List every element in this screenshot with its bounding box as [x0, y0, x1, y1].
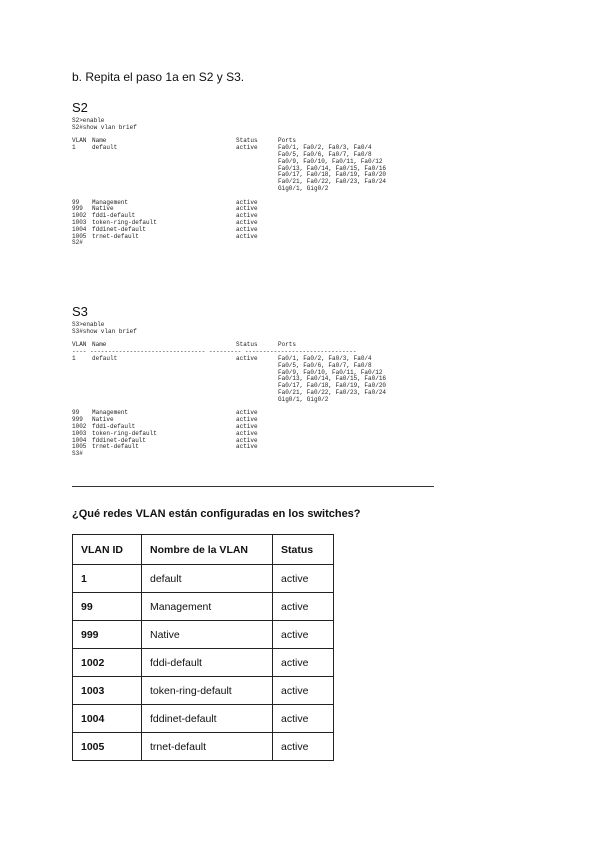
vlan-id: 1005: [72, 443, 87, 451]
cell-status: active: [273, 649, 334, 677]
vlan-id: 1: [72, 144, 76, 152]
vlan-status: active: [236, 422, 258, 430]
vlan-id: 1002: [72, 212, 87, 220]
port-line: Gig0/1, Gig0/2: [278, 395, 329, 403]
command-line: S2#show vlan brief: [72, 123, 137, 131]
vlan-ports: [278, 356, 386, 404]
col-ports: Ports: [278, 137, 297, 145]
table-row: [73, 733, 334, 761]
terminal-row: [72, 145, 434, 193]
header-status: Status: [273, 535, 334, 565]
terminal-separator: ---- -------------------------------- --------- -------------------------------: [72, 348, 357, 356]
vlan-status: active: [236, 205, 258, 213]
cell-vlan-name: Management: [142, 593, 273, 621]
vlan-name: trnet-default: [92, 232, 139, 240]
vlan-name: fddinet-default: [92, 436, 147, 444]
vlan-id: 1003: [72, 429, 87, 437]
terminal-prompt: S2#: [72, 239, 83, 247]
vlan-name: default: [92, 354, 118, 362]
vlan-status: active: [236, 416, 258, 424]
vlan-name: fddi-default: [92, 422, 136, 430]
table-row: [73, 565, 334, 593]
cell-vlan-name: default: [142, 565, 273, 593]
command-line: S2>enable: [72, 117, 105, 124]
terminal-row: [72, 444, 434, 451]
cell-status: active: [273, 565, 334, 593]
cell-vlan-name: Native: [142, 621, 273, 649]
vlan-status: active: [236, 232, 258, 240]
vlan-id: 1003: [72, 218, 87, 226]
vlan-name: trnet-default: [92, 443, 139, 451]
vlan-status: active: [236, 409, 258, 417]
port-line: Fa0/1, Fa0/2, Fa0/3, Fa0/4: [278, 144, 372, 152]
port-line: Fa0/17, Fa0/18, Fa0/19, Fa0/20: [278, 171, 387, 179]
vlan-ports: [278, 145, 386, 193]
port-line: Fa0/9, Fa0/10, Fa0/11, Fa0/12: [278, 368, 383, 376]
cell-status: active: [273, 677, 334, 705]
section-divider: [72, 486, 434, 487]
cell-vlan-id: 1002: [73, 649, 142, 677]
vlan-status: active: [236, 429, 258, 437]
vlan-status: active: [236, 198, 258, 206]
port-line: Fa0/1, Fa0/2, Fa0/3, Fa0/4: [278, 354, 372, 362]
s2-title: S2: [72, 100, 88, 115]
terminal-prompt: S3#: [72, 450, 83, 458]
cell-vlan-id: 99: [73, 593, 142, 621]
port-line: Fa0/13, Fa0/14, Fa0/15, Fa0/16: [278, 375, 387, 383]
cell-vlan-name: fddi-default: [142, 649, 273, 677]
table-row: [73, 677, 334, 705]
port-line: Gig0/1, Gig0/2: [278, 184, 329, 192]
vlan-id: 1005: [72, 232, 87, 240]
vlan-name: token-ring-default: [92, 429, 157, 437]
col-vlan: VLAN: [72, 341, 87, 349]
vlan-status: active: [236, 218, 258, 226]
cell-vlan-id: 1004: [73, 705, 142, 733]
terminal-row: [72, 234, 434, 241]
header-vlan-name: Nombre de la VLAN: [142, 535, 273, 565]
cell-vlan-name: fddinet-default: [142, 705, 273, 733]
col-ports: Ports: [278, 341, 297, 349]
cell-status: active: [273, 621, 334, 649]
vlan-id: 1004: [72, 436, 87, 444]
vlan-id: 99: [72, 198, 80, 206]
s3-terminal-output: [72, 322, 434, 458]
port-line: Fa0/13, Fa0/14, Fa0/15, Fa0/16: [278, 164, 387, 172]
cell-vlan-id: 1003: [73, 677, 142, 705]
port-line: Fa0/5, Fa0/6, Fa0/7, Fa0/8: [278, 361, 372, 369]
table-header-row: [73, 535, 334, 565]
vlan-name: Native: [92, 416, 114, 424]
vlan-status: active: [236, 354, 258, 362]
vlan-status: active: [236, 225, 258, 233]
cell-vlan-name: token-ring-default: [142, 677, 273, 705]
col-vlan: VLAN: [72, 137, 87, 145]
vlan-name: Native: [92, 205, 114, 213]
cell-status: active: [273, 593, 334, 621]
col-status: Status: [236, 341, 258, 349]
vlan-status: active: [236, 212, 258, 220]
col-status: Status: [236, 137, 258, 145]
col-name: Name: [92, 341, 107, 349]
vlan-id: 99: [72, 409, 80, 417]
vlan-id: 999: [72, 416, 83, 424]
command-line: S3>enable: [72, 321, 105, 328]
vlan-name: Management: [92, 409, 129, 417]
cell-status: active: [273, 705, 334, 733]
vlan-status: active: [236, 443, 258, 451]
s2-terminal-output: [72, 118, 434, 247]
port-line: Fa0/21, Fa0/22, Fa0/23, Fa0/24: [278, 178, 387, 186]
question: ¿Qué redes VLAN están configuradas en los switches?: [72, 508, 361, 520]
vlan-name: fddi-default: [92, 212, 136, 220]
cell-vlan-id: 1: [73, 565, 142, 593]
cell-vlan-name: trnet-default: [142, 733, 273, 761]
vlan-status: active: [236, 144, 258, 152]
port-line: Fa0/5, Fa0/6, Fa0/7, Fa0/8: [278, 150, 372, 158]
vlan-id: 1004: [72, 225, 87, 233]
vlan-table: [72, 534, 334, 761]
table-row: [73, 705, 334, 733]
cell-vlan-id: 1005: [73, 733, 142, 761]
vlan-id: 999: [72, 205, 83, 213]
cell-vlan-id: 999: [73, 621, 142, 649]
table-row: [73, 621, 334, 649]
port-line: Fa0/9, Fa0/10, Fa0/11, Fa0/12: [278, 157, 383, 165]
table-row: [73, 649, 334, 677]
header-vlan-id: VLAN ID: [73, 535, 142, 565]
terminal-row: [72, 356, 434, 404]
port-line: Fa0/17, Fa0/18, Fa0/19, Fa0/20: [278, 382, 387, 390]
table-row: [73, 593, 334, 621]
vlan-status: active: [236, 436, 258, 444]
command-line: S3#show vlan brief: [72, 327, 137, 335]
port-line: Fa0/21, Fa0/22, Fa0/23, Fa0/24: [278, 388, 387, 396]
col-name: Name: [92, 137, 107, 145]
vlan-name: default: [92, 144, 118, 152]
s3-title: S3: [72, 304, 88, 319]
vlan-name: token-ring-default: [92, 218, 157, 226]
vlan-id: 1002: [72, 422, 87, 430]
vlan-id: 1: [72, 354, 76, 362]
vlan-name: fddinet-default: [92, 225, 147, 233]
vlan-name: Management: [92, 198, 129, 206]
step-instruction: b. Repita el paso 1a en S2 y S3.: [72, 70, 245, 84]
cell-status: active: [273, 733, 334, 761]
